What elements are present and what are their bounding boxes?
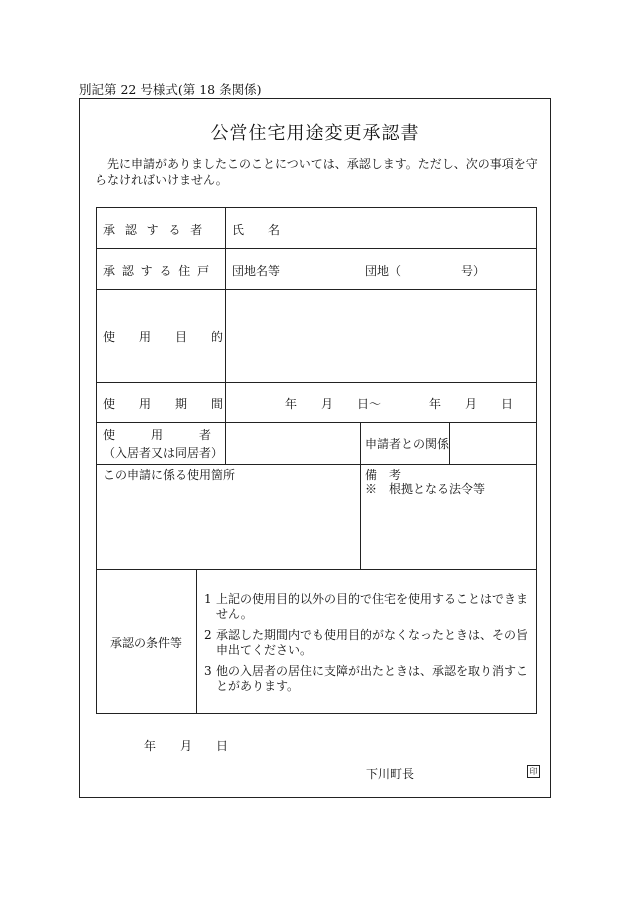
- condition-item: [204, 664, 534, 694]
- approval-table: [96, 207, 537, 714]
- seal-mark: 印: [527, 765, 540, 778]
- intro-text: 先に申請がありましたこのことについては、承認します。ただし、次の事項を守らなければいけません。: [95, 157, 538, 187]
- location-label: この申請に係る使用箇所: [103, 468, 236, 482]
- conditions-label: 承認の条件等: [110, 636, 183, 650]
- remarks-label: 備 考: [365, 468, 402, 482]
- condition-number: 2: [204, 628, 212, 642]
- issuer-name: 下川町長: [366, 767, 415, 781]
- approver-label: 承 認 す る 者: [103, 223, 206, 237]
- condition-text: 上記の使用目的以外の目的で住宅を使用することはできません。: [216, 592, 529, 621]
- form-number: 別記第 22 号様式(第 18 条関係): [79, 82, 262, 97]
- period-label: 使 用 期 間: [103, 397, 224, 411]
- relation-label: 申請者との関係: [365, 437, 450, 451]
- estate-name-label: 団地名等: [232, 264, 281, 278]
- condition-item: [204, 628, 534, 658]
- condition-item: [204, 592, 534, 622]
- condition-number: 1: [204, 592, 212, 606]
- estate-label: 団地（ 号）: [365, 264, 486, 278]
- condition-text: 承認した期間内でも使用目的がなくなったときは、その旨申出てください。: [216, 628, 529, 657]
- document-frame: [79, 98, 551, 798]
- name-label: 氏 名: [232, 223, 281, 237]
- document-title: 公営住宅用途変更承認書: [210, 123, 420, 144]
- period-value: 年 月 日～ 年 月 日: [285, 397, 514, 411]
- condition-text: 他の入居者の居住に支障が出たときは、承認を取り消すことがあります。: [216, 664, 529, 693]
- dwelling-label: 承 認 す る 住 戸: [103, 264, 211, 278]
- user-label-line2: （入居者又は同居者）: [103, 446, 224, 460]
- purpose-label: 使 用 目 的: [103, 330, 224, 344]
- issue-date: 年 月 日: [144, 739, 229, 753]
- user-label-line1: 使 用 者: [103, 428, 212, 442]
- remarks-note: ※ 根拠となる法令等: [365, 482, 486, 496]
- condition-number: 3: [204, 664, 212, 678]
